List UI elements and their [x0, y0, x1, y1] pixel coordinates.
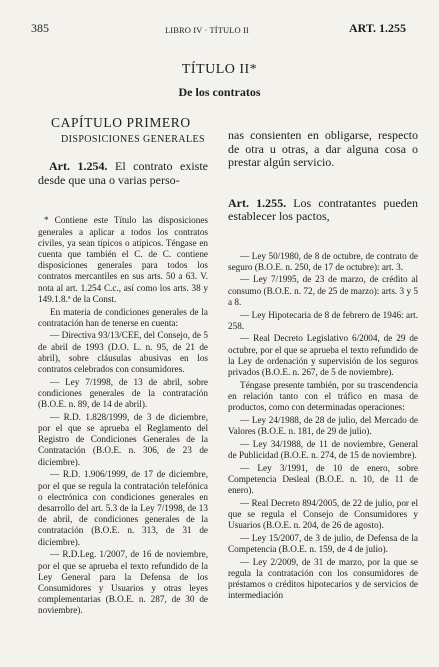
right-column [228, 129, 418, 603]
footnote: — Ley 3/1991, de 10 de enero, sobre Competencia Desleal (B.O.E. n. 10, de 11 de enero). [228, 462, 418, 496]
footnote: — Ley 7/1995, de 23 de marzo, de crédito al consumo (B.O.E. n. 72, de 25 de marzo): arts. 3 y 5 a 8. [228, 274, 418, 307]
article-1255-text: Los contratantes pueden establecer los pactos, [228, 195, 418, 223]
left-footnotes [38, 215, 208, 616]
footnote: — Real Decreto Legislativo 6/2004, de 29 de octubre, por el que se aprueba el texto refundido de la Ley de ordenación y supervisión de los seguros privados (B.O.E. n. 267, de 5 de noviembre). [228, 333, 418, 378]
article-1254-continuation: nas consienten en obligarse, respecto de otra u otras, a dar alguna cosa o prestar algún servicio. [228, 128, 418, 169]
footnote: — Ley 2/2009, de 31 de marzo, por la que se regula la contratación con los consumidores de préstamos o créditos hipotecarios y de servicios de intermediación [228, 556, 418, 601]
chapter-heading: CAPÍTULO PRIMERO [51, 115, 191, 130]
page-number: 385 [31, 21, 49, 35]
footnote: — Ley 50/1980, de 8 de octubre, de contrato de seguro (B.O.E. n. 250, de 17 de octubre): art. 3. [228, 250, 418, 272]
footnote: * Contiene este Título las disposiciones generales a aplicar a todos los contratos civiles, ya sean típicos o atípicos. Téngase en cuenta que también el C. de C. contiene disposiciones generales para todos los contratos mercantiles en sus arts. 50 a 63. V. nota al art. 1.254 C.c., así como los arts. 38 y 149.1.8.ª de la Const. [38, 215, 208, 304]
footnote: — Ley 24/1988, de 28 de julio, del Mercado de Valores (B.O.E. n. 181, de 29 de julio). [228, 414, 418, 437]
section-heading: DISPOSICIONES GENERALES [61, 134, 205, 146]
footnote: — Ley 7/1998, de 13 de abril, sobre condiciones generales de la contratación (B.O.E. n. 89, de 14 de abril). [38, 376, 208, 410]
footnote: — Real Decreto 894/2005, de 22 de julio, por el que se regula el Consejo de Consumidores y Usuarios (B.O.E. n. 204, de 26 de agosto). [228, 497, 418, 531]
footnote: — Ley Hipotecaria de 8 de febrero de 1946: art. 258. [228, 309, 418, 331]
article-1254-text: El contrato existe desde que una o varias perso- [38, 159, 208, 187]
footnote: — R.D. 1.828/1999, de 3 de diciembre, por el que se aprueba el Reglamento del Registro de Condiciones Generales de la Contratación (B.O.E. n. 306, de 23 de diciembre). [38, 411, 208, 467]
article-reference: ART. 1.255 [349, 21, 407, 35]
footnote: — Ley 15/2007, de 3 de julio, de Defensa de la Competencia (B.O.E. n. 159, de 4 de julio). [228, 532, 418, 555]
article-1255 [228, 197, 418, 224]
footnote: En materia de condiciones generales de la contratación han de tenerse en cuenta: [38, 306, 208, 328]
footnote: — R.D.Leg. 1/2007, de 16 de noviembre, por el que se aprueba el texto refundido de la Ley General para la Defensa de los Consumidores y Usuarios y otras leyes complementarias (B.O.E. n. 287, de 30 de noviembre). [38, 549, 208, 616]
article-1254 [38, 160, 208, 187]
left-column [38, 117, 208, 618]
footnote: — Ley 34/1988, de 11 de noviembre, General de Publicidad (B.O.E. n. 274, de 15 de noviembre). [228, 438, 418, 460]
footnote: — R.D. 1.906/1999, de 17 de diciembre, por el que se regula la contratación telefónica o electrónica con condiciones generales en desarrollo del art. 5.3 de la Ley 7/1998, de 13 de abril, de condiciones generales de la contratación (B.O.E. n. 313, de 31 de diciembre). [38, 469, 208, 547]
footnote: — Directiva 93/13/CEE, del Consejo, de 5 de abril de 1993 (D.O. L. n. 95, de 21 de abril), sobre cláusulas abusivas en los contratos celebrados con consumidores. [38, 330, 208, 375]
right-footnotes [228, 251, 418, 602]
footnote: Téngase presente también, por su trascendencia en relación tanto con el tráfico en masa de productos, como con determinadas operaciones: [228, 379, 418, 413]
article-1254-heading: Art. 1.254. [49, 159, 108, 174]
article-1255-heading: Art. 1.255. [228, 195, 287, 210]
running-title: LIBRO IV · TÍTULO II [165, 25, 249, 35]
title-subheading: De los contratos [178, 85, 261, 99]
title-heading: TÍTULO II* [181, 62, 258, 77]
